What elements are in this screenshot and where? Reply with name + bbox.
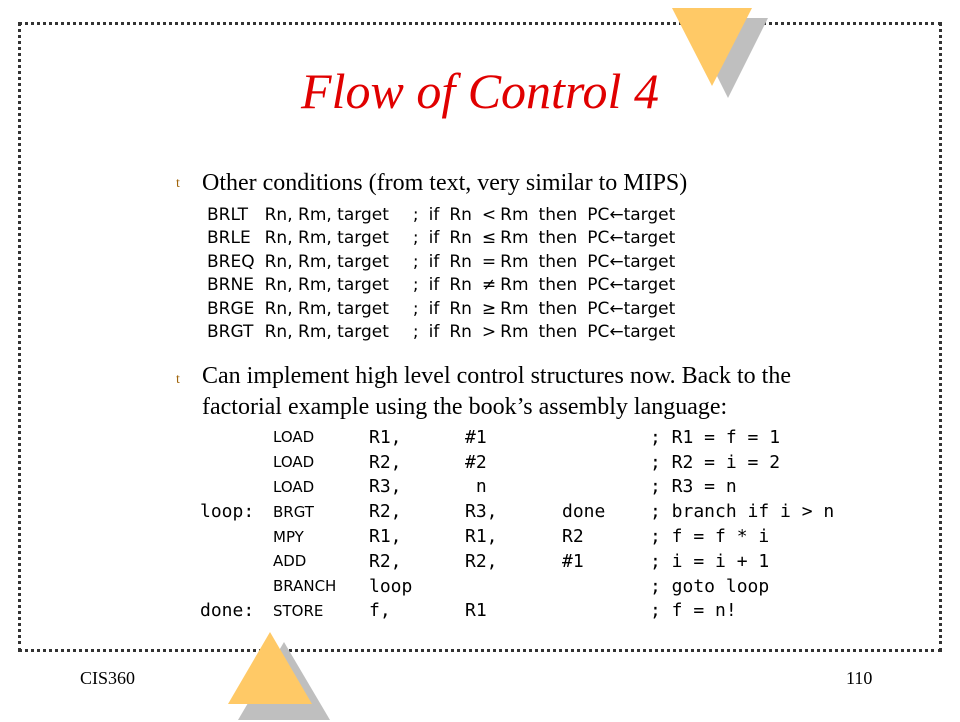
code-op: BRANCH: [273, 577, 337, 596]
code-a3: R2: [562, 526, 584, 548]
code-line: [200, 574, 834, 599]
code-comment: ; R3 = n: [650, 476, 737, 498]
condition-kw: if: [428, 322, 440, 343]
code-a2: #1: [465, 426, 487, 448]
condition-args: Rn, Rm, target: [264, 251, 389, 272]
code-a3: [562, 574, 650, 599]
code-a1: R1,: [369, 526, 402, 548]
bullet-icon: t: [176, 372, 180, 387]
code-label: loop:: [200, 501, 255, 523]
condition-kw: if: [428, 275, 440, 296]
code-line: [200, 450, 834, 475]
code-line: [200, 475, 834, 500]
code-comment: ; branch if i > n: [650, 501, 835, 523]
condition-rel: <: [481, 204, 497, 225]
code-line: [200, 425, 834, 450]
condition-rn: Rn: [449, 251, 472, 272]
condition-rel: ≠: [481, 275, 497, 296]
code-label: done:: [200, 600, 255, 622]
condition-semi: ;: [412, 228, 419, 249]
code-line: [200, 549, 834, 574]
condition-then: then: [538, 322, 578, 343]
code-op: STORE: [273, 601, 324, 620]
condition-rel: >: [481, 322, 497, 343]
code-op: MPY: [273, 527, 304, 546]
code-line: [200, 599, 834, 624]
condition-args: Rn, Rm, target: [264, 228, 389, 249]
code-a1: R3,: [369, 476, 402, 498]
condition-args: Rn, Rm, target: [264, 298, 389, 319]
code-label: [200, 574, 273, 599]
code-a1: R1,: [369, 426, 402, 448]
code-label: [200, 475, 273, 500]
code-a3: [562, 450, 650, 475]
slide-title: Flow of Control 4: [301, 63, 659, 119]
condition-kw: if: [428, 228, 440, 249]
condition-rel: ≤: [481, 228, 497, 249]
bullet-2-line-1: Can implement high level control structures now. Back to the: [202, 363, 791, 389]
code-comment: ; i = i + 1: [650, 550, 770, 572]
code-comment: ; goto loop: [650, 575, 770, 597]
condition-then: then: [538, 228, 578, 249]
code-op: LOAD: [273, 428, 315, 447]
condition-rel: ≥: [481, 298, 497, 319]
condition-then: then: [538, 204, 578, 225]
code-a1: R2,: [369, 451, 402, 473]
factorial-code-table: [200, 425, 834, 623]
code-line: [200, 499, 834, 524]
condition-action: PC←target: [587, 251, 676, 272]
footer-course: CIS360: [80, 668, 136, 688]
bullet-2-text: [202, 361, 791, 423]
condition-row: [207, 203, 685, 227]
condition-rm: Rm: [500, 204, 529, 225]
code-comment: ; R1 = f = 1: [650, 426, 781, 448]
code-a2: R3,: [465, 501, 498, 523]
code-a2: R1,: [465, 526, 498, 548]
condition-args: Rn, Rm, target: [264, 204, 389, 225]
condition-op: BRLE: [207, 228, 251, 249]
code-op: BRGT: [273, 502, 314, 521]
conditions-table: [207, 203, 685, 344]
code-a2: R1: [465, 600, 487, 622]
condition-then: then: [538, 251, 578, 272]
code-comment: ; f = n!: [650, 600, 737, 622]
condition-row: [207, 274, 685, 298]
condition-action: PC←target: [587, 298, 676, 319]
code-label: [200, 549, 273, 574]
condition-rn: Rn: [449, 275, 472, 296]
bullet-1-label: Other conditions (from text, very similar to MIPS): [202, 170, 688, 196]
bullet-1-text: [202, 168, 687, 199]
condition-args: Rn, Rm, target: [264, 275, 389, 296]
code-a3: #1: [562, 550, 584, 572]
code-a2: n: [465, 476, 487, 498]
condition-rn: Rn: [449, 204, 472, 225]
code-comment: ; R2 = i = 2: [650, 451, 781, 473]
code-op: LOAD: [273, 453, 315, 472]
code-line: [200, 524, 834, 549]
condition-op: BRNE: [207, 275, 254, 296]
condition-semi: ;: [412, 275, 419, 296]
condition-action: PC←target: [587, 322, 676, 343]
condition-rm: Rm: [500, 275, 529, 296]
code-op: ADD: [273, 552, 307, 571]
code-a3: [562, 475, 650, 500]
code-a1: loop: [369, 575, 413, 597]
condition-op: BRGT: [207, 322, 254, 343]
condition-semi: ;: [412, 251, 419, 272]
code-label: [200, 524, 273, 549]
code-a3: done: [562, 501, 606, 523]
condition-op: BREQ: [207, 251, 255, 272]
code-label: [200, 425, 273, 450]
condition-args: Rn, Rm, target: [264, 322, 389, 343]
condition-op: BRGE: [207, 298, 255, 319]
code-a2: [465, 574, 562, 599]
code-a3: [562, 599, 650, 624]
condition-row: [207, 227, 685, 251]
condition-row: [207, 250, 685, 274]
code-op: LOAD: [273, 477, 315, 496]
condition-rn: Rn: [449, 298, 472, 319]
condition-semi: ;: [412, 204, 419, 225]
footer-page-number: 110: [846, 668, 873, 688]
condition-rn: Rn: [449, 322, 472, 343]
code-a1: f,: [369, 600, 391, 622]
condition-action: PC←target: [587, 275, 676, 296]
condition-action: PC←target: [587, 204, 676, 225]
bullet-icon: t: [176, 176, 180, 191]
code-a1: R2,: [369, 550, 402, 572]
code-a2: #2: [465, 451, 487, 473]
condition-op: BRLT: [207, 204, 248, 225]
condition-rm: Rm: [500, 251, 529, 272]
bullet-2-line-2: factorial example using the book’s assembly language:: [202, 394, 728, 420]
condition-rm: Rm: [500, 228, 529, 249]
condition-rel: =: [481, 251, 497, 272]
condition-kw: if: [428, 251, 440, 272]
code-a2: R2,: [465, 550, 498, 572]
condition-row: [207, 321, 685, 345]
code-comment: ; f = f * i: [650, 526, 770, 548]
condition-then: then: [538, 298, 578, 319]
condition-kw: if: [428, 298, 440, 319]
condition-then: then: [538, 275, 578, 296]
decorative-triangle-bottom: [222, 630, 342, 722]
condition-semi: ;: [412, 298, 419, 319]
code-label: [200, 450, 273, 475]
condition-action: PC←target: [587, 228, 676, 249]
condition-kw: if: [428, 204, 440, 225]
code-a3: [562, 425, 650, 450]
condition-rm: Rm: [500, 298, 529, 319]
code-a1: R2,: [369, 501, 402, 523]
condition-rn: Rn: [449, 228, 472, 249]
condition-rm: Rm: [500, 322, 529, 343]
condition-row: [207, 297, 685, 321]
condition-semi: ;: [412, 322, 419, 343]
